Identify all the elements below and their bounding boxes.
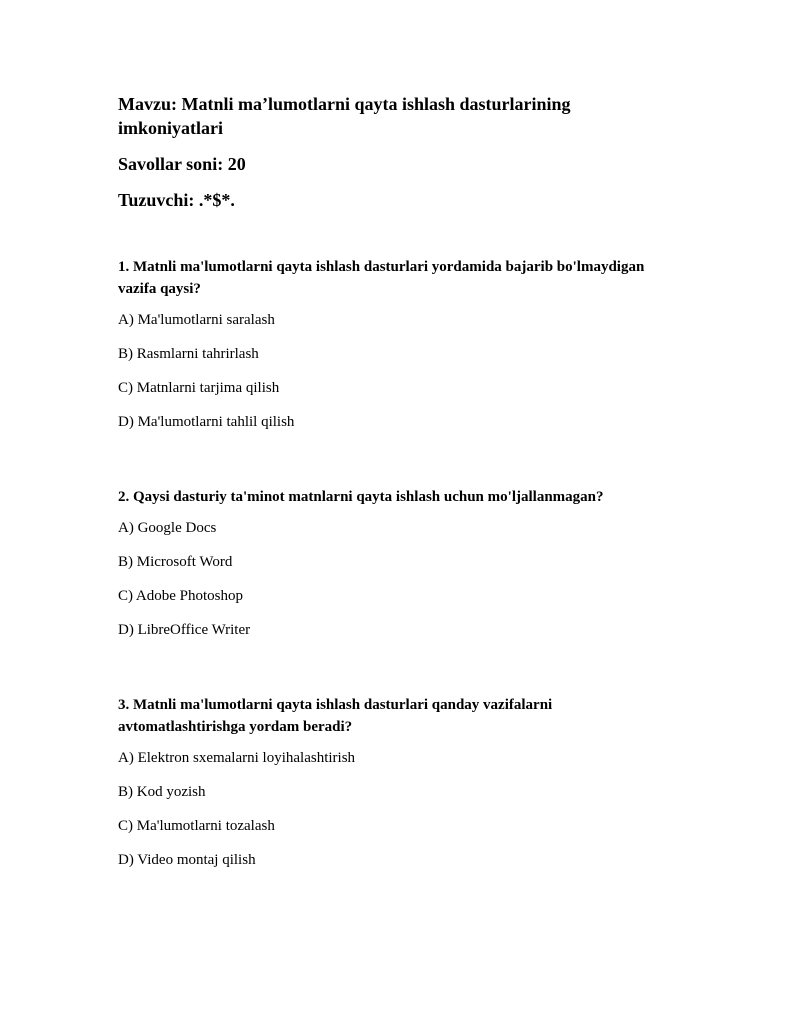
document-page	[118, 92, 678, 884]
answer-option-a: A) Ma'lumotlarni saralash	[118, 312, 275, 328]
answer-option-d: D) LibreOffice Writer	[118, 622, 251, 638]
document-title: Mavzu: Matnli ma’lumotlarni qayta ishlash dasturlarining imkoniyatlari	[118, 94, 571, 138]
question-2	[118, 486, 678, 640]
answer-option-c: C) Matnlarni tarjima qilish	[118, 380, 280, 396]
question-1	[118, 256, 678, 432]
question-text: 1. Matnli ma'lumotlarni qayta ishlash dasturlari yordamida bajarib bo'lmaydigan vazifa qaysi?	[118, 259, 645, 297]
answer-option-a: A) Elektron sxemalarni loyihalashtirish	[118, 750, 356, 766]
answer-option-d: D) Ma'lumotlarni tahlil qilish	[118, 414, 295, 430]
answer-option-a: A) Google Docs	[118, 520, 217, 536]
question-text: 3. Matnli ma'lumotlarni qayta ishlash dasturlari qanday vazifalarni avtomatlashtirishga yordam beradi?	[118, 697, 553, 735]
answer-option-b: B) Microsoft Word	[118, 554, 233, 570]
author-line: Tuzuvchi: .*$*.	[118, 190, 235, 210]
answer-option-b: B) Kod yozish	[118, 784, 206, 800]
question-3	[118, 694, 678, 870]
answer-option-b: B) Rasmlarni tahrirlash	[118, 346, 259, 362]
answer-option-c: C) Adobe Photoshop	[118, 588, 244, 604]
answer-option-d: D) Video montaj qilish	[118, 852, 256, 868]
question-spacer	[118, 446, 678, 486]
question-text: 2. Qaysi dasturiy ta'minot matnlarni qayta ishlash uchun mo'ljallanmagan?	[118, 489, 604, 505]
answer-option-c: C) Ma'lumotlarni tozalash	[118, 818, 275, 834]
question-spacer	[118, 654, 678, 694]
question-count: Savollar soni: 20	[118, 154, 246, 174]
